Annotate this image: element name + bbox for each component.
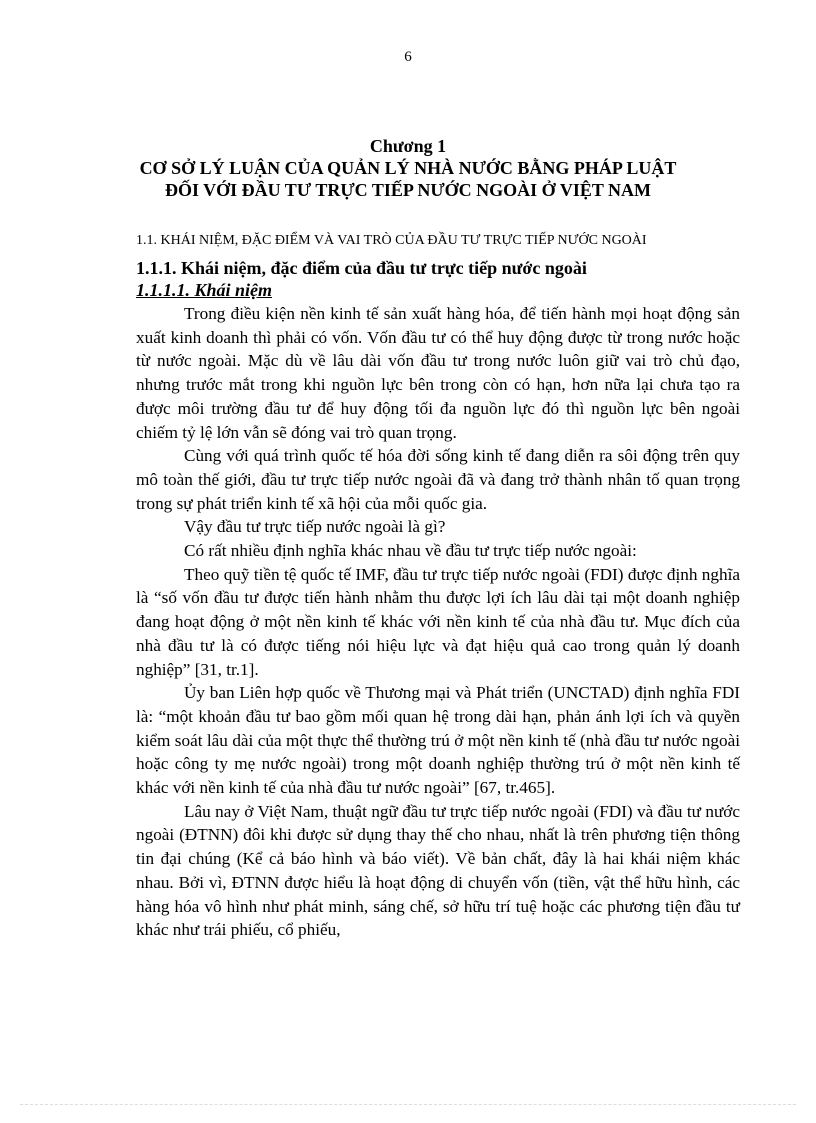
subsection-heading: 1.1.1. Khái niệm, đặc điểm của đầu tư trực tiếp nước ngoài: [136, 258, 587, 278]
chapter-title-line-1: CƠ SỞ LÝ LUẬN CỦA QUẢN LÝ NHÀ NƯỚC BẰNG PHÁP LUẬT: [139, 158, 677, 178]
paragraph: Cùng với quá trình quốc tế hóa đời sống kinh tế đang diễn ra sôi động trên quy mô toàn thế giới, đầu tư trực tiếp nước ngoài đã và đang trở thành nhân tố quan trọng trong sự phát triển kinh tế xã hội của mỗi quốc gia.: [136, 446, 740, 513]
chapter-title-line-2: ĐỐI VỚI ĐẦU TƯ TRỰC TIẾP NƯỚC NGOÀI Ở VIỆT NAM: [164, 180, 652, 200]
paragraph: Có rất nhiều định nghĩa khác nhau về đầu tư trực tiếp nước ngoài:: [184, 541, 637, 561]
paragraph: Lâu nay ở Việt Nam, thuật ngữ đầu tư trực tiếp nước ngoài (FDI) và đầu tư nước ngoài (ĐTNN) đôi khi được sử dụng thay thế cho nhau, nhất là trên phương tiện thông tin đại chúng (Kể cả báo hình và báo viết). Về bản chất, đây là hai khái niệm khác nhau. Bởi vì, ĐTNN được hiểu là hoạt động di chuyển vốn (tiền, vật thể hữu hình, các hàng hóa vô hình như phát minh, sáng chế, sở hữu trí tuệ hoặc các phương tiện đầu tư khác như trái phiếu, cổ phiếu,: [136, 801, 740, 940]
section-heading: 1.1. KHÁI NIỆM, ĐẶC ĐIỂM VÀ VAI TRÒ CỦA ĐẦU TƯ TRỰC TIẾP NƯỚC NGOÀI: [136, 233, 647, 248]
paragraph: Trong điều kiện nền kinh tế sản xuất hàng hóa, để tiến hành mọi hoạt động sản xuất kinh doanh thì phải có vốn. Vốn đầu tư có thể huy động được từ trong nước hoặc từ nước ngoài. Mặc dù về lâu dài vốn đầu tư trong nước luôn giữ vai trò chủ đạo, nhưng trước mắt trong khi nguồn lực bên trong còn có hạn, hơn nữa lại chưa tạo ra được môi trường đầu tư để huy động tối đa nguồn lực đó thì nguồn lực bên ngoài chiếm tỷ lệ lớn vẫn sẽ đóng vai trò quan trọng.: [136, 304, 740, 442]
body-text: [136, 302, 740, 942]
chapter-label: Chương 1: [369, 136, 447, 156]
paragraph: Theo quỹ tiền tệ quốc tế IMF, đầu tư trực tiếp nước ngoài (FDI) được định nghĩa là “số vốn đầu tư được tiến hành nhằm thu được lợi ích lâu dài tại một doanh nghiệp đang hoạt động ở một nền kinh tế khác với nền kinh tế của nhà đầu tư. Mục đích của nhà đầu tư là có được tiếng nói hiệu lực và đạt hiệu quả cao trong quản lý doanh nghiệp” [31, tr.1].: [136, 564, 740, 679]
page-number: 6: [404, 49, 412, 65]
footer-divider: [20, 1104, 796, 1105]
paragraph: Vậy đầu tư trực tiếp nước ngoài là gì?: [184, 517, 446, 537]
chapter-heading: [60, 135, 756, 201]
subsubsection-heading: 1.1.1.1. Khái niệm: [136, 280, 273, 300]
paragraph: Ủy ban Liên hợp quốc về Thương mại và Phát triển (UNCTAD) định nghĩa FDI là: “một khoản đầu tư bao gồm mối quan hệ trong dài hạn, phản ánh lợi ích và quyền kiểm soát lâu dài của một thực thể thường trú ở một nền kinh tế (nhà đầu tư nước ngoài hoặc công ty mẹ nước ngoài) trong một doanh nghiệp thường trú ở một nền kinh tế khác với nền kinh tế của nhà đầu tư nước ngoài” [67, tr.465].: [136, 683, 740, 798]
